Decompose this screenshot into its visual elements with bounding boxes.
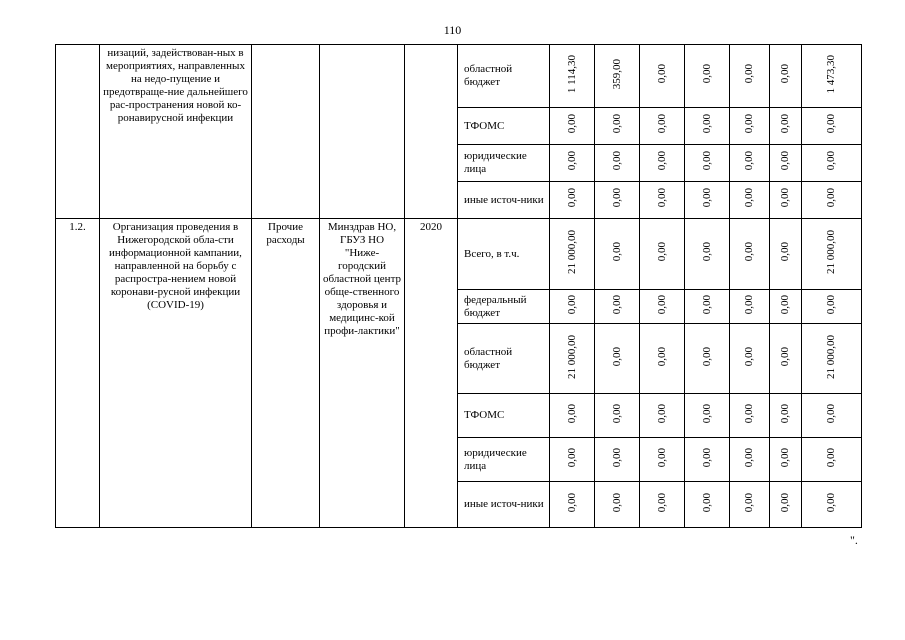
value-cell	[730, 182, 770, 219]
value-text: 0,00	[700, 114, 713, 134]
item-category-cell: Прочие расходы	[252, 219, 320, 528]
value-text: 0,00	[825, 151, 837, 171]
value-text: 0,00	[825, 294, 837, 315]
value-text: 0,00	[655, 188, 668, 208]
value-text: 0,00	[610, 403, 623, 424]
value-text: 21 000,00	[565, 230, 578, 274]
value-text: 0,00	[743, 294, 755, 315]
value-text: 21 000,00	[825, 230, 837, 274]
value-text: 0,00	[779, 188, 791, 208]
funding-source-cell: иные источ-ники	[458, 482, 550, 528]
value-cell	[640, 438, 685, 482]
value-text: 0,00	[655, 403, 668, 424]
value-cell	[550, 145, 595, 182]
value-cell	[730, 324, 770, 394]
value-text: 0,00	[655, 447, 668, 468]
value-text: 1 114,30	[565, 54, 578, 94]
value-text: 0,00	[825, 114, 837, 134]
value-text: 0,00	[700, 188, 713, 208]
value-cell	[550, 182, 595, 219]
funding-source-cell: юридические лица	[458, 438, 550, 482]
value-text: 0,00	[655, 492, 668, 513]
value-text: 0,00	[743, 242, 755, 262]
item-executor-cell: Минздрав НО, ГБУЗ НО "Ниже-городский областной центр обще-ственного здоровья и медицинс-кой профи-лактики"	[320, 219, 405, 528]
value-text: 0,00	[743, 188, 755, 208]
value-cell	[550, 394, 595, 438]
value-text: 0,00	[825, 447, 837, 468]
table-row	[56, 45, 862, 108]
value-cell	[770, 290, 802, 324]
funding-source-cell: иные источ-ники	[458, 182, 550, 219]
value-cell	[730, 219, 770, 290]
value-cell	[730, 45, 770, 108]
value-cell	[770, 219, 802, 290]
value-text: 0,00	[610, 294, 623, 315]
item-year-cell: 2020	[405, 219, 458, 528]
value-cell	[550, 45, 595, 108]
value-text: 0,00	[700, 492, 713, 513]
value-cell	[802, 182, 862, 219]
value-cell	[730, 482, 770, 528]
item-number-cell	[56, 45, 100, 219]
value-text: 0,00	[743, 114, 755, 134]
quote-end-mark: ".	[850, 533, 858, 547]
value-cell	[550, 438, 595, 482]
value-text: 21 000,00	[565, 334, 578, 379]
value-text: 0,00	[700, 346, 713, 367]
value-text: 0,00	[779, 294, 791, 315]
value-text: 0,00	[779, 492, 791, 513]
value-cell	[550, 324, 595, 394]
value-text: 0,00	[700, 403, 713, 424]
value-text: 0,00	[779, 64, 791, 84]
value-cell	[595, 482, 640, 528]
value-cell	[595, 324, 640, 394]
value-text: 0,00	[655, 242, 668, 262]
value-cell	[730, 438, 770, 482]
value-text: 0,00	[610, 151, 623, 171]
value-text: 0,00	[655, 294, 668, 315]
value-cell	[685, 324, 730, 394]
value-cell	[550, 108, 595, 145]
value-cell	[730, 108, 770, 145]
value-text: 0,00	[700, 242, 713, 262]
value-cell	[595, 290, 640, 324]
value-text: 0,00	[779, 346, 791, 367]
value-text: 0,00	[565, 403, 578, 424]
value-cell	[640, 324, 685, 394]
value-cell	[802, 438, 862, 482]
value-text: 0,00	[700, 64, 713, 84]
value-text: 0,00	[655, 114, 668, 134]
funding-source-cell: Всего, в т.ч.	[458, 219, 550, 290]
item-description-cell: низаций, задействован-ных в мероприятиях, направленных на недо-пущение и предотвраще-ние дальнейшего рас-пространения новой ко-ронавирусной инфекции	[100, 45, 252, 219]
value-text: 0,00	[700, 447, 713, 468]
value-cell	[685, 438, 730, 482]
value-cell	[730, 145, 770, 182]
value-text: 0,00	[655, 151, 668, 171]
value-text: 0,00	[565, 294, 578, 315]
value-cell	[802, 290, 862, 324]
value-cell	[595, 438, 640, 482]
value-cell	[595, 182, 640, 219]
value-cell	[685, 45, 730, 108]
value-text: 0,00	[610, 492, 623, 513]
value-cell	[685, 219, 730, 290]
value-text: 0,00	[825, 403, 837, 424]
value-text: 21 000,00	[825, 334, 837, 379]
value-text: 0,00	[743, 447, 755, 468]
value-cell	[770, 482, 802, 528]
value-cell	[802, 108, 862, 145]
funding-source-cell: областной бюджет	[458, 324, 550, 394]
value-text: 0,00	[610, 447, 623, 468]
value-cell	[770, 45, 802, 108]
value-cell	[685, 290, 730, 324]
value-text: 0,00	[565, 447, 578, 468]
value-text: 0,00	[825, 492, 837, 513]
value-cell	[730, 290, 770, 324]
value-cell	[730, 394, 770, 438]
value-text: 0,00	[610, 242, 623, 262]
value-cell	[770, 394, 802, 438]
value-cell	[685, 482, 730, 528]
funding-source-cell: федеральный бюджет	[458, 290, 550, 324]
value-cell	[595, 219, 640, 290]
value-text: 0,00	[700, 151, 713, 171]
item-category-cell	[252, 45, 320, 219]
program-table	[55, 44, 862, 528]
value-text: 0,00	[700, 294, 713, 315]
item-executor-cell	[320, 45, 405, 219]
value-text: 0,00	[779, 151, 791, 171]
funding-source-cell: областной бюджет	[458, 45, 550, 108]
value-text: 0,00	[743, 64, 755, 84]
table-row	[56, 219, 862, 290]
value-cell	[685, 108, 730, 145]
value-cell	[640, 145, 685, 182]
funding-source-cell: ТФОМС	[458, 108, 550, 145]
value-cell	[685, 394, 730, 438]
value-cell	[640, 290, 685, 324]
value-text: 0,00	[655, 346, 668, 367]
value-text: 0,00	[655, 64, 668, 84]
value-text: 0,00	[779, 447, 791, 468]
funding-source-cell: ТФОМС	[458, 394, 550, 438]
value-cell	[685, 182, 730, 219]
value-cell	[550, 290, 595, 324]
item-year-cell	[405, 45, 458, 219]
value-cell	[802, 482, 862, 528]
value-cell	[595, 145, 640, 182]
value-text: 0,00	[825, 188, 837, 208]
value-cell	[802, 45, 862, 108]
value-cell	[770, 438, 802, 482]
value-text: 0,00	[610, 114, 623, 134]
value-cell	[640, 394, 685, 438]
value-text: 0,00	[779, 114, 791, 134]
value-cell	[770, 182, 802, 219]
value-text: 0,00	[565, 114, 578, 134]
value-cell	[685, 145, 730, 182]
item-description-cell: Организация проведения в Нижегородской обла-сти информационной кампании, направленной на борьбу с распростра-нением новой коронави-русной инфекции (COVID-19)	[100, 219, 252, 528]
value-cell	[640, 108, 685, 145]
value-cell	[770, 324, 802, 394]
value-cell	[770, 145, 802, 182]
value-cell	[595, 394, 640, 438]
value-cell	[802, 219, 862, 290]
value-text: 0,00	[565, 188, 578, 208]
value-text: 0,00	[565, 151, 578, 171]
value-cell	[595, 108, 640, 145]
item-number-cell: 1.2.	[56, 219, 100, 528]
value-cell	[550, 219, 595, 290]
value-cell	[640, 45, 685, 108]
value-cell	[802, 394, 862, 438]
value-cell	[770, 108, 802, 145]
value-text: 0,00	[779, 403, 791, 424]
funding-source-cell: юридические лица	[458, 145, 550, 182]
value-text: 0,00	[743, 151, 755, 171]
value-cell	[550, 482, 595, 528]
value-cell	[640, 482, 685, 528]
value-text: 0,00	[610, 346, 623, 367]
value-text: 0,00	[743, 403, 755, 424]
value-cell	[640, 219, 685, 290]
page-number: 110	[443, 23, 462, 37]
value-cell	[640, 182, 685, 219]
value-cell	[802, 145, 862, 182]
value-cell	[595, 45, 640, 108]
value-text: 0,00	[743, 492, 755, 513]
value-text: 1 473,30	[825, 54, 837, 94]
value-cell	[802, 324, 862, 394]
value-text: 359,00	[610, 58, 623, 90]
value-text: 0,00	[743, 346, 755, 367]
value-text: 0,00	[565, 492, 578, 513]
value-text: 0,00	[779, 242, 791, 262]
value-text: 0,00	[610, 188, 623, 208]
